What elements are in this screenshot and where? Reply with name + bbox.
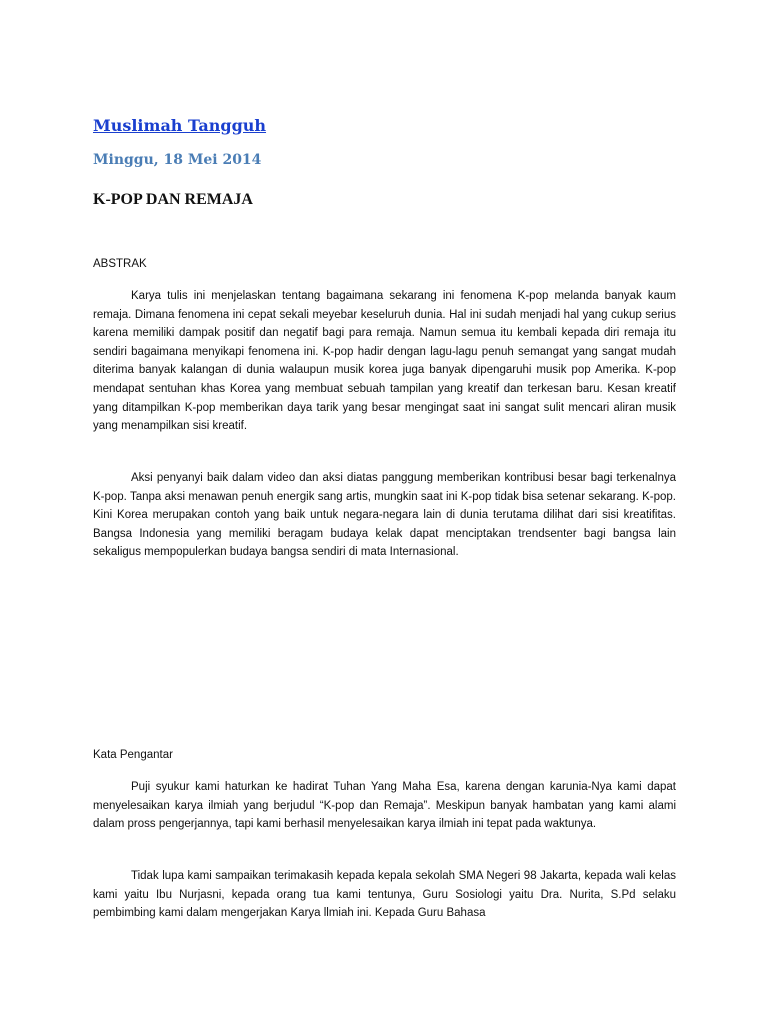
foreword-paragraph: Tidak lupa kami sampaikan terimakasih kepada kepala sekolah SMA Negeri 98 Jakarta, kepada wali kelas kami yaitu Ibu Nurjasni, kepada orang tua kami tentunya, Guru Sosiologi yaitu Dra. Nurita, S.Pd selaku pembimbing kami dalam mengerjakan Karya llmiah ini. Kepada Guru Bahasa <box>93 870 676 920</box>
foreword-heading: Kata Pengantar <box>93 749 173 761</box>
blog-title-link[interactable]: Muslimah Tangguh <box>93 116 267 135</box>
abstract-heading: ABSTRAK <box>93 258 147 270</box>
post-date: Minggu, 18 Mei 2014 <box>93 152 262 168</box>
foreword-paragraph: Puji syukur kami haturkan ke hadirat Tuhan Yang Maha Esa, karena dengan karunia-Nya kami dapat menyelesaikan karya ilmiah yang berjudul “K-pop dan Remaja”. Meskipun banyak hambatan yang kami alami dalam pross pengerjannya, tapi kami berhasil menyelesaikan karya ilmiah ini tepat pada waktunya. <box>93 781 676 831</box>
abstract-paragraph: Aksi penyanyi baik dalam video dan aksi diatas panggung memberikan kontribusi besar bagi terkenalnya K-pop. Tanpa aksi menawan penuh energik sang artis, mungkin saat ini K-pop tidak bisa setenar sekarang. K-pop. Kini Korea merupakan contoh yang baik untuk negara-negara lain di dunia terutama dilihat dari sisi kreatifitas. Bangsa Indonesia yang memiliki beragam budaya kelak dapat menciptakan trendsenter bagi bangsa lain sekaligus mempopulerkan budaya bangsa sendiri di mata Internasional. <box>93 472 676 559</box>
abstract-paragraph: Karya tulis ini menjelaskan tentang bagaimana sekarang ini fenomena K-pop melanda banyak kaum remaja. Dimana fenomena ini cepat sekali meyebar keseluruh dunia. Hal ini sudah menjadi hal yang cukup serius karena memiliki dampak positif dan negatif bagi para remaja. Namun semua itu kembali kepada diri remaja itu sendiri bagaimana menyikapi fenomena ini. K-pop hadir dengan lagu-lagu penuh semangat yang sangat mudah diterima banyak kalangan di dunia walaupun musik korea juga banyak dipengaruhi musik pop Amerika. K-pop mendapat sentuhan khas Korea yang membuat sebuah tampilan yang kreatif dan terkesan baru. Kesan kreatif yang ditampilkan K-pop memberikan daya tarik yang besar mengingat saat ini sangat sulit mencari aliran musik yang menampilkan sisi kreatif. <box>93 290 676 433</box>
post-title: K-POP DAN REMAJA <box>93 191 253 208</box>
